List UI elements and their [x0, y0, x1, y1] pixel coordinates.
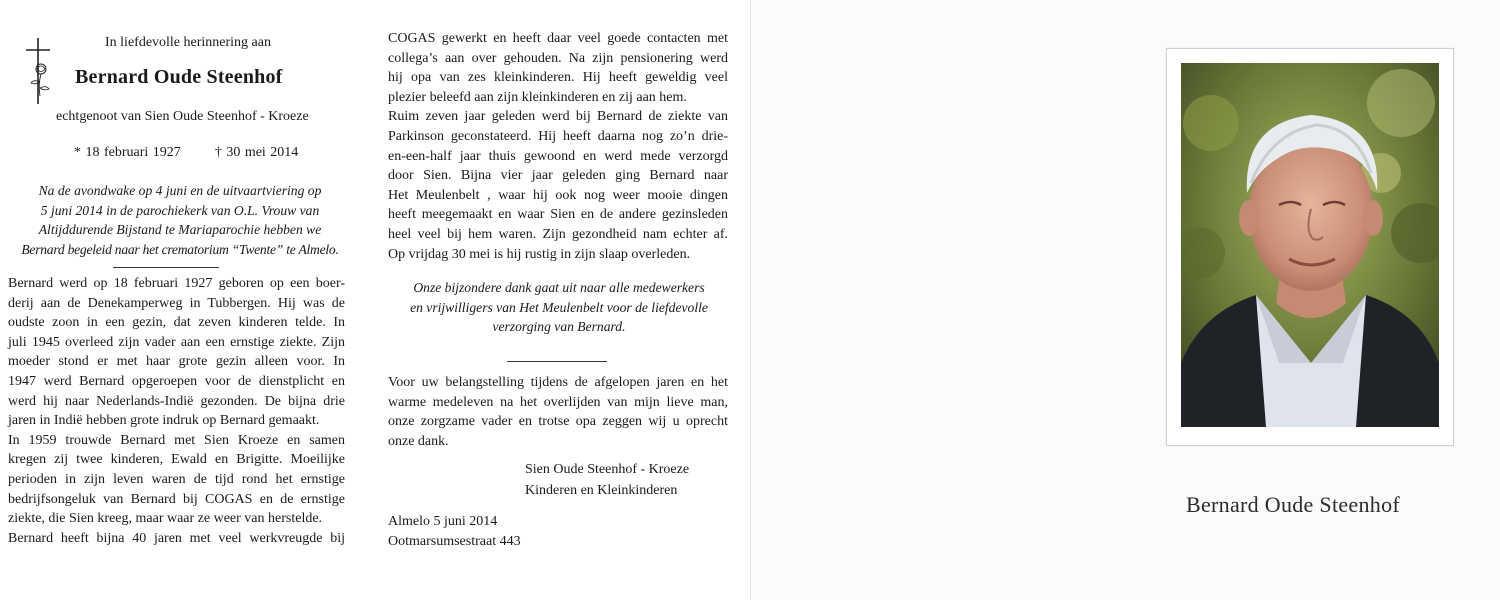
bio-line: werd hij naar Nederlands-Indië gezonden. De bijna drie — [8, 393, 345, 409]
bio-line: Ruim zeven jaar geleden werd bij Bernard de ziekte van — [388, 109, 728, 125]
bio-line: perioden in zijn leven waren de tijd rond het ernstige — [8, 471, 345, 487]
closing-text — [388, 373, 728, 451]
bio-line: en-een-half jaar thuis gewoond en werd mede verzorgd — [388, 148, 728, 164]
bio-line: ziekte, die Sien kreeg, maar waar ze weer van herstelde. — [8, 511, 323, 527]
ceremony-line: Altijddurende Bijstand te Mariaparochie hebben we — [38, 222, 322, 238]
birth-date: * 18 februari 1927 — [74, 145, 181, 160]
bio-line: Parkinson geconstateerd. Hij heeft daarna nog zo’n drie- — [388, 128, 728, 144]
signoff-line: Kinderen en Kleinkinderen — [525, 483, 678, 498]
divider-right — [507, 361, 607, 362]
intro-text: In liefdevolle herinnering aan — [105, 35, 271, 50]
bio-line: heeft meegemaakt en waar Sien en de andere gezinsleden — [388, 207, 728, 223]
bio-line: Op vrijdag 30 mei is hij rustig in zijn slaap overleden. — [388, 246, 691, 262]
closing-line: onze zorgzame vader en trotse opa zeggen wij u oprecht — [388, 414, 728, 430]
bio-line: plezier beleefd aan zijn kleinkinderen en zij aan hem. — [388, 89, 687, 105]
bio-line: oudste zoon in een gezin, dat zeven kinderen telde. In — [8, 315, 345, 331]
thanks-text — [390, 278, 728, 337]
portrait-illustration — [1181, 63, 1439, 427]
bio-line: heel veel bij hem waren. Zijn gezondheid nam echter af. — [388, 226, 728, 242]
bio-line: derij aan de Denekamperweg in Tubbergen. Hij was de — [8, 295, 345, 311]
cross-with-rose-icon — [20, 36, 60, 106]
bio-line: hij opa van zes kleinkinderen. Hij heeft geweldig veel — [388, 70, 728, 86]
ceremony-text — [14, 181, 346, 259]
closing-line: onze dank. — [388, 433, 449, 449]
life-dates — [74, 145, 298, 161]
thanks-line: Onze bijzondere dank gaat uit naar alle medewerkers — [413, 280, 705, 295]
bio-line: juli 1945 overleed zijn vader aan een ernstige ziekte. Zijn — [8, 334, 345, 350]
portrait-photo — [1181, 63, 1439, 427]
deceased-name: Bernard Oude Steenhof — [75, 66, 283, 88]
ceremony-line: 5 juni 2014 in de parochiekerk van O.L. Vrouw van — [40, 202, 320, 218]
thanks-line: verzorging van Bernard. — [492, 319, 626, 335]
closing-line: Voor uw belangstelling tijdens de afgelopen jaren en het — [388, 375, 728, 390]
bio-line: Het Meulenbelt , waar hij ook nog weer mooie dingen — [388, 187, 728, 203]
bio-line: collega’s aan over gehouden. Na zijn pensionering werd — [388, 50, 728, 66]
bio-line: In 1959 trouwde Bernard met Sien Kroeze en samen — [8, 432, 345, 448]
cover-name: Bernard Oude Steenhof — [1186, 492, 1401, 517]
signoff — [525, 459, 689, 501]
thanks-line: en vrijwilligers van Het Meulenbelt voor de liefdevolle — [410, 299, 708, 315]
divider-left — [113, 267, 219, 268]
place-and-address — [388, 512, 521, 551]
biography-continued — [388, 29, 728, 264]
closing-line: warme medeleven na het overlijden van mijn lieve man, — [388, 394, 728, 410]
portrait-frame — [1166, 48, 1454, 446]
death-date: † 30 mei 2014 — [214, 145, 299, 160]
bio-line: bedrijfsongeluk van Bernard bij COGAS en de ernstige — [8, 491, 345, 507]
biography-text — [8, 274, 345, 548]
ceremony-line: Na de avondwake op 4 juni en de uitvaartviering op — [38, 183, 322, 198]
bio-line: COGAS gewerkt en heeft daar veel goede contacten met — [388, 31, 728, 46]
bio-line: Bernard heeft bijna 40 jaren met veel werkvreugde bij — [8, 530, 345, 546]
bio-line: jaren in Indië hebben grote indruk op Bernard gemaakt. — [8, 413, 320, 429]
address: Ootmarsumsestraat 443 — [388, 533, 521, 549]
signoff-line: Sien Oude Steenhof - Kroeze — [525, 462, 690, 477]
bio-line: kregen zij twee kinderen, Ewald en Brigitte. Moeilijke — [8, 452, 345, 468]
bio-line: 1947 werd Bernard opgeroepen voor de dienstplicht en — [8, 373, 345, 389]
spouse-line: echtgenoot van Sien Oude Steenhof - Kroeze — [56, 109, 309, 124]
bio-line: Bernard werd op 18 februari 1927 geboren op een boer- — [8, 276, 345, 291]
bio-line: door Sien. Bijna vier jaar geleden ging Bernard naar — [388, 168, 728, 184]
ceremony-line: Bernard begeleid naar het crematorium “Twente” te Almelo. — [21, 241, 339, 257]
bio-line: moeder stond er met haar grote gezin alleen voor. In — [8, 354, 345, 370]
place-date: Almelo 5 juni 2014 — [388, 514, 498, 529]
